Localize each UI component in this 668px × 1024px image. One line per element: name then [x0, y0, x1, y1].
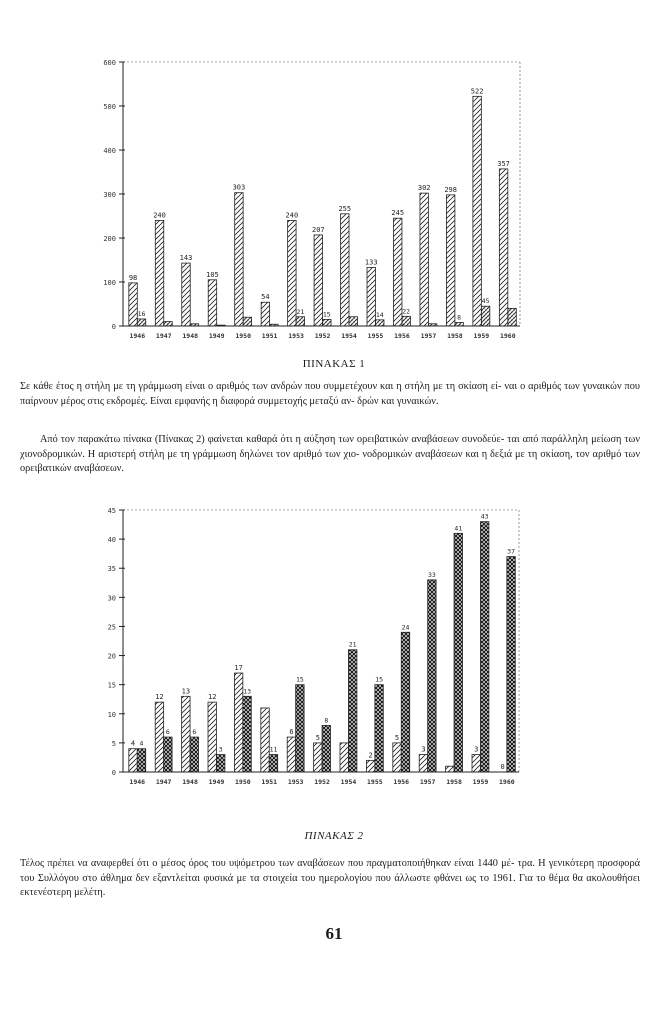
chart2-y-tick-label: 40 — [107, 536, 116, 545]
chart2-bar-b — [296, 685, 304, 772]
chart2-bar-b — [216, 755, 224, 772]
chart1-x-tick-label: 1957 — [420, 332, 437, 340]
chart2-bar-a — [340, 743, 348, 772]
chart2-bar-a — [234, 673, 242, 772]
chart1-x-tick-label: 1949 — [208, 332, 225, 340]
chart2-data-label-a: 2 — [368, 751, 373, 760]
chart1-x-tick-label: 1953 — [288, 332, 304, 340]
chart1-bar-b — [270, 324, 278, 326]
chart1-bar-a — [314, 235, 322, 326]
chart2-data-label-b: 6 — [165, 728, 170, 737]
chart2-y-tick-label: 0 — [111, 769, 116, 777]
chart2-bar-b — [428, 580, 436, 772]
chart2-data-label-a: 12 — [208, 693, 217, 702]
chart2-bar-a — [287, 737, 295, 772]
chart1-bar-a — [182, 263, 190, 326]
chart1-bar-a — [420, 193, 428, 326]
chart2-bar-a — [208, 702, 216, 772]
chart1-data-label-b: 8 — [457, 313, 462, 322]
chart2-y-tick-label: 20 — [107, 652, 116, 661]
chart1-x-tick-label: 1950 — [235, 332, 251, 340]
chart2-x-tick-label: 1946 — [129, 778, 146, 786]
chart1-data-label-a: 245 — [391, 209, 405, 218]
chart1-data-label-a: 522 — [470, 87, 484, 96]
chart2-data-label-b: 4 — [139, 739, 144, 748]
chart2-bar-a — [419, 755, 427, 772]
chart1-data-label-b: 22 — [402, 307, 411, 316]
chart2-x-tick-label: 1952 — [314, 778, 330, 786]
chart2-x-tick-label: 1953 — [287, 778, 304, 786]
chart1-data-label-a: 240 — [285, 211, 299, 220]
chart2-y-tick-label: 10 — [107, 710, 116, 719]
chart2-x-tick-label: 1957 — [419, 778, 436, 786]
chart1-bar-b — [190, 324, 198, 326]
chart2-data-label-a: 0 — [500, 763, 505, 771]
chart1-bar-a — [261, 302, 269, 326]
chart2-bar-a — [314, 743, 322, 772]
chart2-bar-b — [507, 557, 515, 772]
chart2-data-label-b: 43 — [480, 512, 489, 521]
chart2-data-label-b: 37 — [507, 547, 515, 556]
paragraph-2: Από τον παρακάτω πίνακα (Πίνακας 2) φαίνεται καθαρά ότι η αύξηση των ορειβατικών αναβάσεων συνοδεύε- ται από παράλληλη μείωση των χιονοδρομικών. Η αριστερή στήλη με τη γράμμωση δηλώνει τον αριθμό των χιο- νοδρομικών αναβάσεων και η δεξιά με τη σκίαση, τον αριθμό των ορειβατικών αναβάσεων. — [20, 434, 640, 474]
chart1-data-label-a: 255 — [338, 204, 352, 213]
chart-table-1 — [0, 0, 668, 360]
chart1-bar-b — [375, 320, 383, 326]
chart1-bar-b — [243, 317, 251, 326]
chart2-bar-a — [182, 696, 190, 772]
chart1-bar-b — [323, 319, 331, 326]
chart2-bar-b — [137, 749, 145, 772]
chart1-data-label-a: 303 — [232, 183, 246, 192]
chart2-bar-a — [446, 766, 454, 772]
chart1-y-tick-label: 0 — [111, 323, 116, 331]
chart2-x-tick-label: 1949 — [208, 778, 225, 786]
chart1-data-label-a: 302 — [417, 184, 431, 193]
chart2-bar-a — [366, 760, 374, 772]
chart2-y-tick-label: 5 — [111, 739, 116, 748]
chart1-data-label-a: 207 — [311, 225, 325, 234]
chart1-data-label-a: 240 — [153, 211, 166, 220]
chart1-bar-b — [481, 306, 489, 326]
chart2-data-label-b: 41 — [454, 524, 463, 533]
chart1-bar-a — [288, 220, 296, 326]
chart2-bar-b — [164, 737, 172, 772]
chart1-bar-b — [402, 316, 410, 326]
chart1-bar-b — [508, 308, 516, 326]
chart2-bar-a — [261, 708, 269, 772]
chart2-bar-b — [348, 650, 356, 772]
chart2-bar-a — [155, 702, 163, 772]
chart1-data-label-a: 143 — [179, 254, 193, 263]
chart2-bar-b — [190, 737, 198, 772]
chart1-bar-a — [341, 214, 349, 326]
chart2-data-label-a: 3 — [474, 745, 479, 754]
chart1-bar-a — [367, 267, 375, 326]
chart1-bar-a — [473, 96, 481, 326]
chart2-data-label-b: 15 — [295, 675, 304, 684]
caption-table-2: ΠΙΝΑΚΑΣ 2 — [304, 830, 364, 842]
chart2-data-label-a: 12 — [155, 693, 164, 702]
chart2-x-tick-label: 1958 — [446, 778, 462, 786]
chart2-data-label-a: 5 — [394, 733, 400, 742]
chart1-y-tick-label: 200 — [103, 235, 116, 243]
chart1-y-tick-label: 100 — [103, 279, 116, 287]
chart1-data-label-a: 133 — [364, 258, 378, 267]
chart2-data-label-a: 13 — [181, 687, 191, 696]
chart1-data-label-a: 357 — [497, 159, 510, 168]
chart2-data-label-b: 21 — [348, 640, 357, 649]
chart2-data-label-b: 3 — [218, 745, 223, 754]
chart2-data-label-a: 3 — [421, 745, 426, 754]
chart1-bar-a — [235, 193, 243, 326]
chart2-bar-b — [243, 696, 251, 772]
chart1-bar-b — [349, 317, 357, 326]
chart1-data-label-a: 298 — [444, 185, 457, 194]
chart2-bar-b — [322, 725, 330, 772]
chart2-bar-b — [401, 632, 409, 772]
chart1-bar-b — [296, 317, 304, 326]
chart1-bar-b — [137, 319, 145, 326]
chart1-x-tick-label: 1947 — [155, 332, 172, 340]
chart2-x-tick-label: 1954 — [340, 778, 357, 786]
caption-table-1: ΠΙΝΑΚΑΣ 1 — [302, 358, 366, 370]
chart1-data-label-a: 98 — [128, 273, 138, 282]
chart2-data-label-b: 8 — [324, 716, 329, 725]
page-number: 61 — [325, 924, 343, 943]
chart2-x-tick-label: 1956 — [393, 778, 410, 786]
chart2-bar-b — [454, 533, 462, 772]
chart1-y-tick-label: 500 — [103, 103, 116, 111]
chart2-data-label-b: 13 — [243, 687, 251, 696]
chart2-y-tick-label: 15 — [107, 681, 116, 690]
chart1-data-label-a: 54 — [261, 293, 270, 302]
chart2-bar-a — [129, 749, 137, 772]
chart2-x-tick-label: 1947 — [155, 778, 172, 786]
chart2-y-tick-label: 35 — [107, 565, 116, 574]
chart2-x-tick-label: 1955 — [367, 778, 383, 786]
chart2-y-tick-label: 30 — [107, 594, 116, 603]
chart2-bar-b — [269, 755, 277, 772]
chart1-bar-a — [499, 169, 507, 326]
chart1-bar-b — [164, 322, 172, 326]
chart2-data-label-b: 6 — [192, 728, 197, 737]
chart1-y-tick-label: 400 — [103, 147, 116, 155]
chart2-data-label-a: 17 — [234, 664, 243, 673]
chart2-data-label-a: 6 — [289, 728, 294, 737]
chart2-x-tick-label: 1960 — [499, 778, 515, 786]
chart2-y-tick-label: 25 — [107, 623, 116, 632]
chart1-x-tick-label: 1960 — [499, 332, 516, 340]
chart1-x-tick-label: 1958 — [447, 332, 463, 340]
chart1-data-label-a: 105 — [206, 270, 219, 279]
chart2-x-tick-label: 1950 — [235, 778, 251, 786]
chart1-bar-b — [428, 324, 436, 326]
chart2-x-tick-label: 1951 — [261, 778, 278, 786]
chart2-bar-a — [472, 755, 480, 772]
chart2-x-tick-label: 1948 — [182, 778, 198, 786]
chart1-x-tick-label: 1954 — [341, 332, 357, 340]
chart2-data-label-b: 11 — [269, 745, 278, 754]
chart-table-2 — [0, 500, 668, 810]
chart1-x-tick-label: 1948 — [182, 332, 199, 340]
chart2-data-label-a: 4 — [130, 739, 136, 748]
chart1-data-label-b: 15 — [322, 310, 331, 319]
chart2-data-label-b: 24 — [401, 623, 410, 632]
chart2-data-label-b: 33 — [427, 570, 436, 579]
chart1-bar-a — [155, 220, 163, 326]
chart2-data-label-a: 5 — [315, 733, 320, 742]
chart1-bar-b — [455, 322, 463, 326]
chart1-x-tick-label: 1955 — [367, 332, 384, 340]
chart1-bar-b — [217, 325, 225, 326]
chart2-bar-b — [375, 685, 383, 772]
chart1-x-tick-label: 1952 — [314, 332, 331, 340]
paragraph-3: Τέλος πρέπει να αναφερθεί ότι ο μέσος όρος του υψόμετρου των αναβάσεων που πραγματοποιήθηκαν είναι 1440 μέ- τρα. Η γενικότερη προσφορά του Συλλόγου στο άθλημα δεν εξαντλείται φυσικά με τα στοιχεία του ημερολογίου που άλλωστε φθάνει ως το 1961. Για το θέμα θα ακολουθήσει εκτενέστερη μελέτη. — [20, 858, 640, 898]
chart1-data-label-b: 21 — [296, 307, 305, 316]
chart1-data-label-b: 14 — [375, 310, 384, 319]
chart1-y-tick-label: 300 — [103, 191, 116, 199]
chart2-bar-b — [480, 522, 488, 772]
chart2-bar-a — [393, 743, 401, 772]
chart1-y-tick-label: 600 — [103, 59, 116, 67]
chart2-y-tick-label: 45 — [107, 507, 116, 515]
chart1-bar-a — [393, 218, 401, 326]
chart2-x-tick-label: 1959 — [472, 778, 489, 786]
paragraph-1: Σε κάθε έτος η στήλη με τη γράμμωση είναι ο αριθμός των ανδρών που συμμετέχουν και η στήλη με τη σκίαση εί- ναι ο αριθμός των γυναικών που παίρνουν μέρος στις εκδρομές. Είναι εμφανής η διαφορά συμμετοχής μεταξύ αν- δρών και γυναικών. — [20, 381, 640, 407]
chart1-data-label-b: 45 — [481, 297, 490, 306]
chart1-bar-a — [129, 283, 137, 326]
chart1-x-tick-label: 1959 — [473, 332, 490, 340]
chart1-x-tick-label: 1946 — [129, 332, 146, 340]
chart1-bar-a — [446, 195, 454, 326]
chart1-data-label-b: 16 — [137, 309, 146, 318]
chart1-x-tick-label: 1951 — [261, 332, 278, 340]
chart2-data-label-b: 15 — [375, 675, 383, 684]
chart1-x-tick-label: 1956 — [394, 332, 410, 340]
chart1-bar-a — [208, 280, 216, 326]
